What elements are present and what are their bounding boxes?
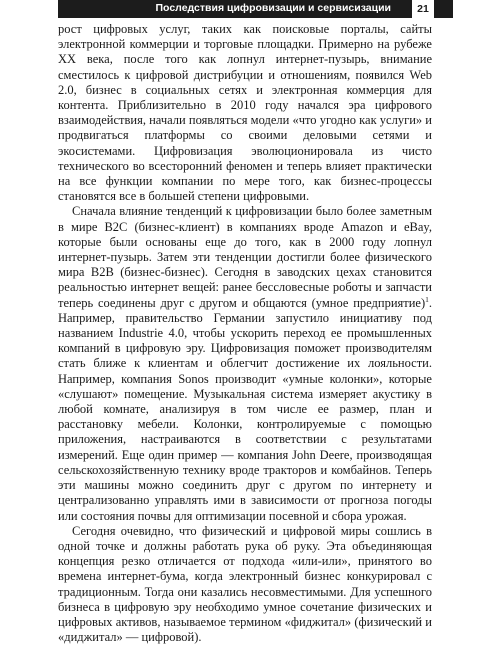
running-header	[0, 0, 500, 18]
paragraph-2-text-start: Сначала влияние тенденций к цифровизации было более заметным в мире B2C (бизнес-клиент) в компаниях вроде Amazon и eBay, которые были основаны еще до того, как в 2000 году лопнул интернет-пузырь. Затем эти тенденции достигли более физического мира B2B (бизнес-бизнес). Сегодня в заводских цехах становится реальностью интернет вещей: ранее бессловесные роботы и запчасти теперь соединены друг с другом и общаются (умное предприятие)	[58, 204, 432, 310]
paragraph-1: рост цифровых услуг, таких как поисковые порталы, сайты электронной коммерции и торговые площадки. Примерно на рубеже XX века, после того как лопнул интернет-пузырь, внимание сместилось к цифровой дистрибуции и отношениям, появился Web 2.0, бизнес в социальных сетях и электронная коммерция для контента. Приблизительно в 2010 году начался эра цифрового взаимодействия, начали появляться модели «что угодно как услуги» и продвигаться платформы со своими деловыми сетями и экосистемами. Цифровизация эволюционировала из чисто технического во всесторонний феномен и теперь влияет практически на все функции компании по мере того, как бизнес-процессы становятся все в большей степени цифровыми.	[58, 22, 432, 204]
paragraph-2	[58, 204, 432, 523]
paragraph-3: Сегодня очевидно, что физический и цифровой миры сошлись в одной точке и должны работать рука об руку. Эта объединяющая концепция резко отличается от подхода «или-или», принятого во времена интернет-бума, когда электронный бизнес конкурировал с традиционным. Тогда они казались несовместимыми. Для успешного бизнеса в цифровую эру необходимо умное сочетание физических и цифровых активов, называемое термином «фиджитал» (физический и «диджитал» — цифровой).	[58, 523, 432, 645]
footnote-reference[interactable]: 1	[425, 294, 429, 304]
body-text	[58, 22, 432, 645]
header-bar	[58, 0, 453, 18]
chapter-title: Последствия цифровизации и сервисизации	[155, 2, 391, 14]
page-number: 21	[412, 0, 434, 18]
paragraph-2-text-end: . Например, правительство Германии запустило инициативу под названием Industrie 4.0, чтобы ускорить переход ее промышленных компаний в цифровую эру. Цифровизация поможет производителям стать ближе к клиентам и облегчит достижение их лояльности. Например, компания Sonos производит «умные колонки», которые «слушают» помещение. Музыкальная система измеряет акустику в любой комнате, анализируя в том числе ее размер, план и расстановку мебели. Колонки, контролируемые с помощью приложения, настраиваются в соответствии с результатами измерений. Еще один пример — компания John Deere, производящая сельскохозяйственную технику вроде тракторов и комбайнов. Теперь эти машины можно соединить друг с другом по интернету и централизованно управлять ими в зависимости от прогноза погоды или состояния почвы для оптимизации посевной и сбора урожая.	[58, 295, 432, 523]
